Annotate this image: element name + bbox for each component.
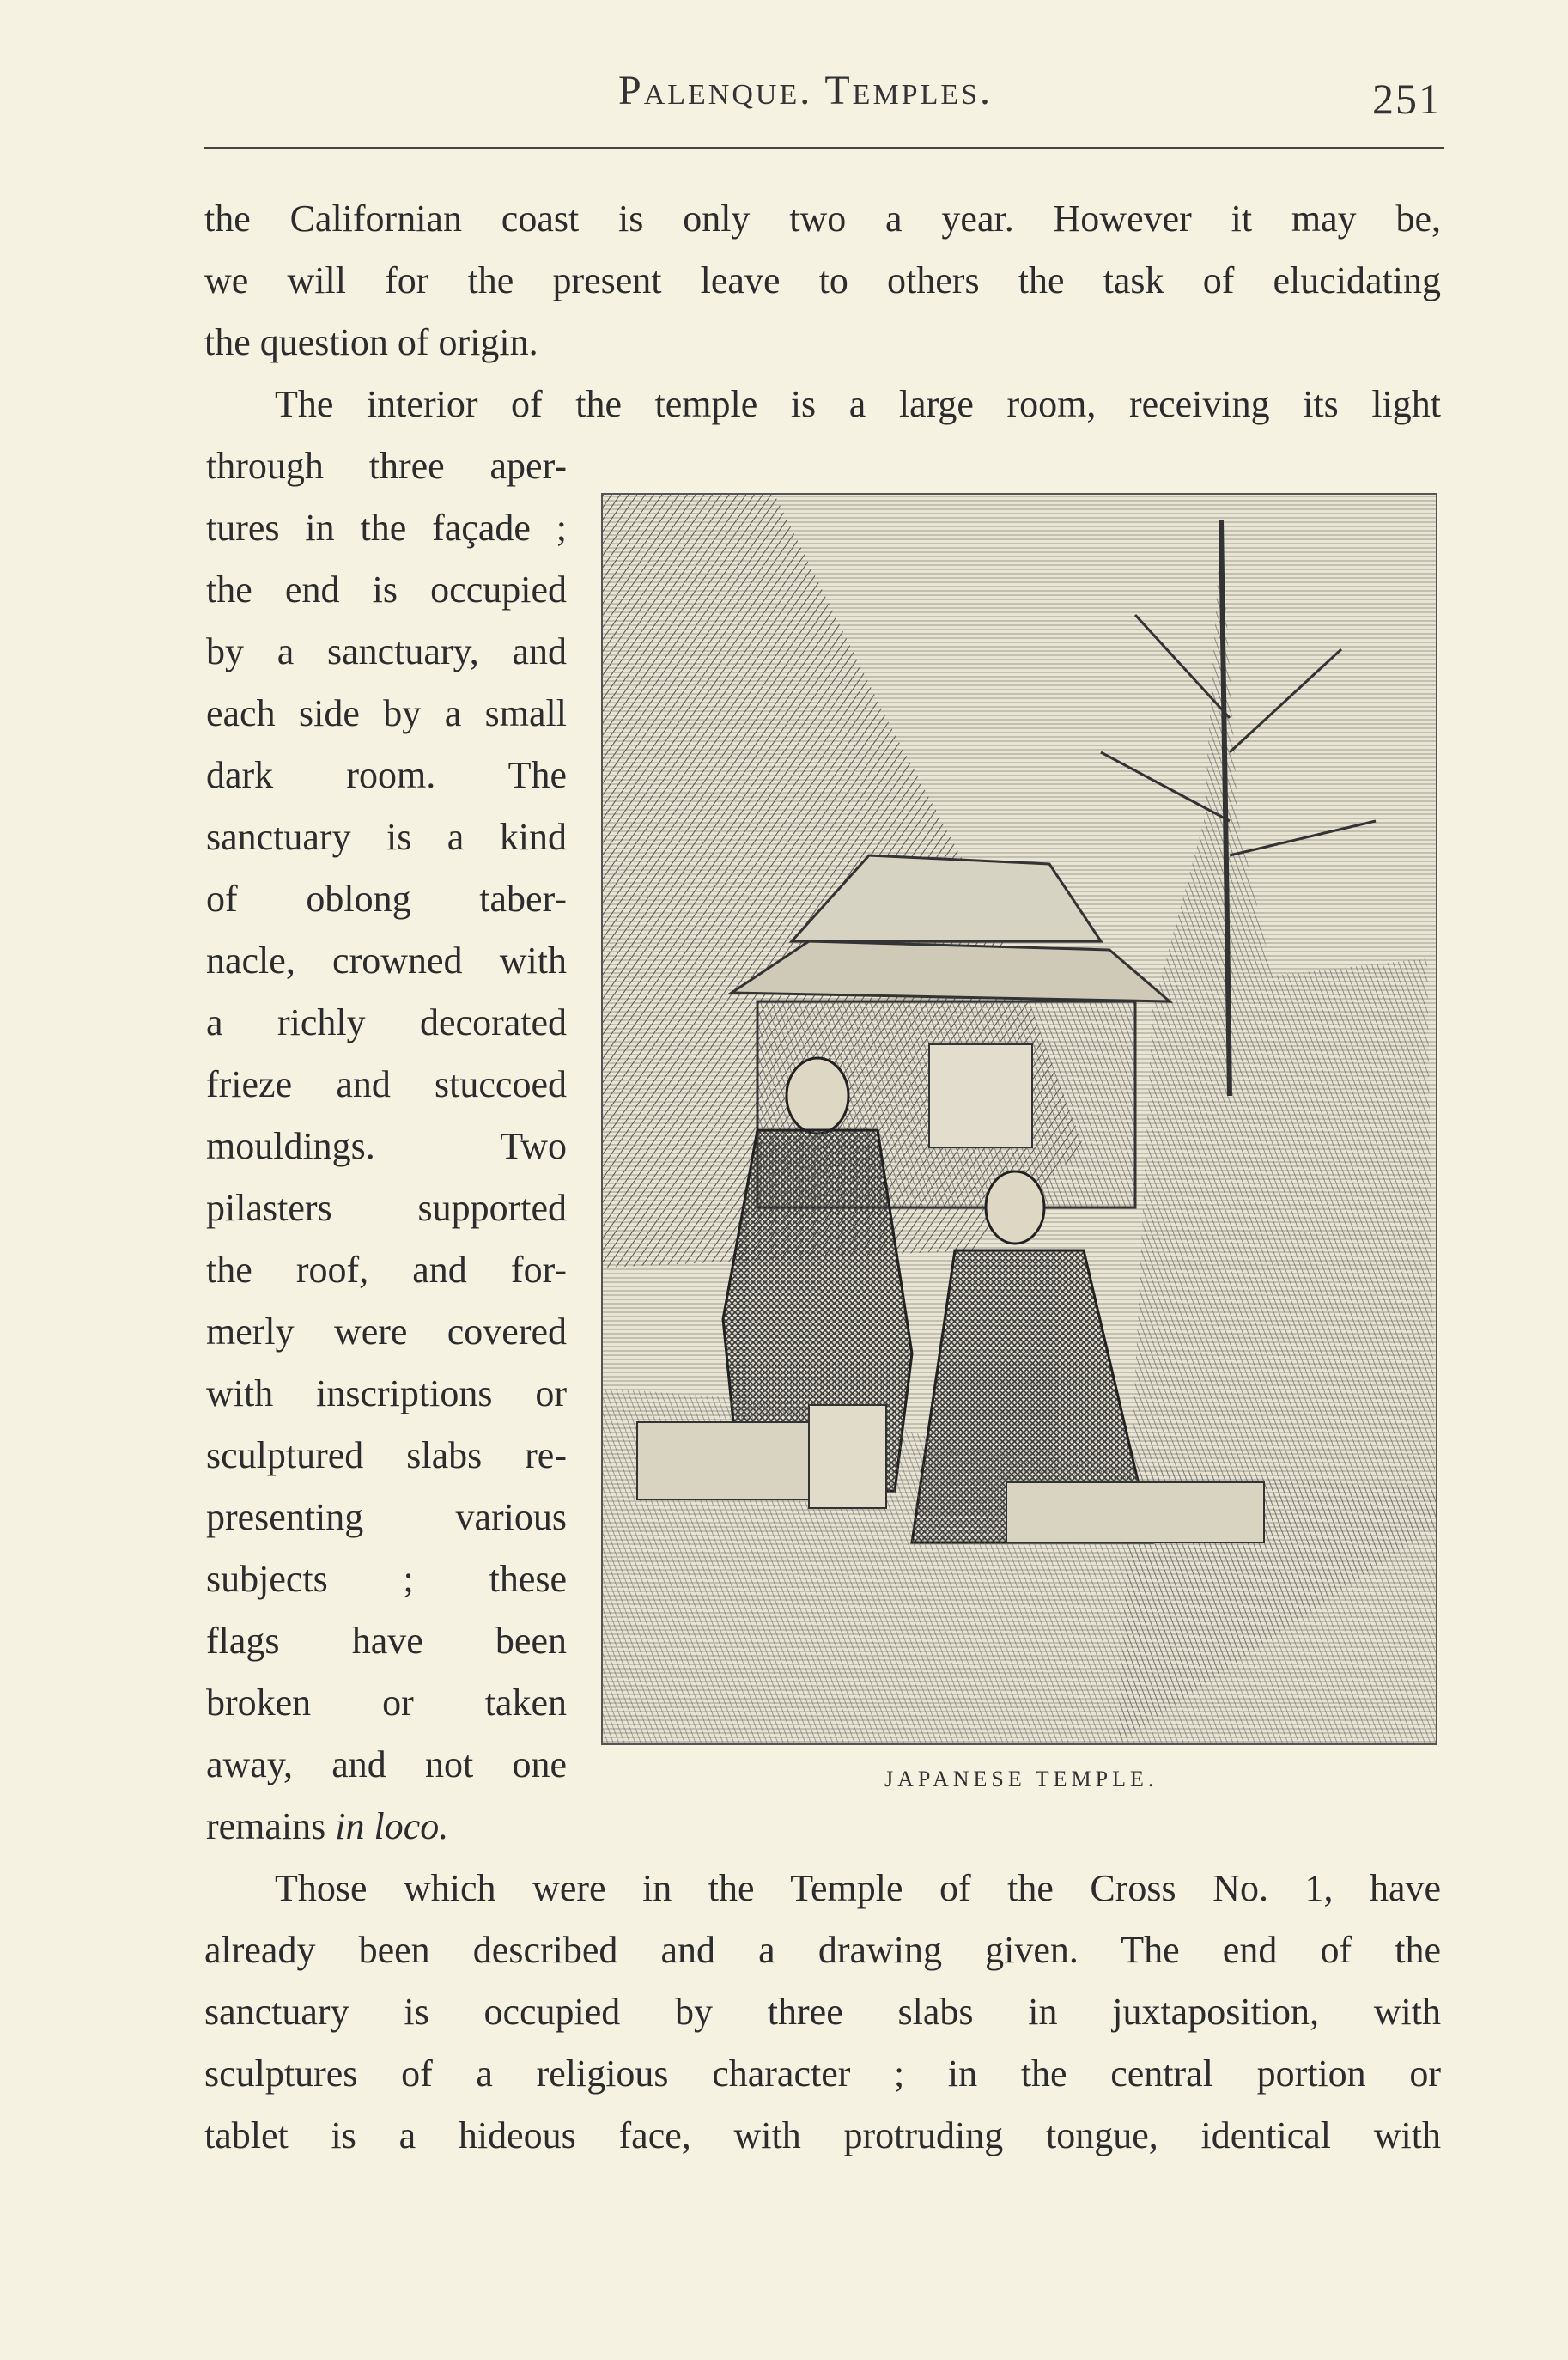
text-line: we will for the present leave to others the task of elucidating — [204, 259, 1441, 301]
header-rule — [204, 147, 1444, 149]
stone-slab — [1006, 1482, 1264, 1542]
text-line: tures in the façade ; — [206, 507, 567, 549]
text-line: presenting various — [206, 1496, 567, 1538]
text-line — [206, 1796, 567, 1858]
text-span: remains — [206, 1805, 336, 1847]
italic-phrase: in loco. — [335, 1805, 449, 1847]
text-line: dark room. The — [206, 754, 567, 796]
text-line: sanctuary is a kind — [206, 816, 567, 858]
text-line: broken or taken — [206, 1682, 567, 1724]
text-line: the end is occupied — [206, 569, 567, 611]
text-line: through three aper- — [206, 445, 567, 487]
text-line: sanctuary is occupied by three slabs in juxtaposition, with — [204, 1991, 1441, 2033]
text-line: merly were covered — [206, 1311, 567, 1353]
text-line: already been described and a drawing given. The end of the — [204, 1929, 1441, 1971]
text-line: flags have been — [206, 1620, 567, 1662]
inscribed-stone — [809, 1405, 886, 1508]
text-line: frieze and stuccoed — [206, 1063, 567, 1105]
text-line: of oblong taber- — [206, 878, 567, 920]
text-line: with inscriptions or — [206, 1372, 567, 1414]
text-line: the question of origin. — [204, 321, 538, 363]
text-line: nacle, crowned with — [206, 940, 567, 982]
text-line: the roof, and for- — [206, 1249, 567, 1291]
text-line: The interior of the temple is a large room, receiving its light — [275, 383, 1441, 425]
shrine-eave — [732, 941, 1170, 1001]
text-line: the Californian coast is only two a year. However it may be, — [204, 198, 1441, 240]
text-line: subjects ; these — [206, 1558, 567, 1600]
running-head: Palenque. Temples. — [618, 68, 994, 113]
figure-head-left — [787, 1058, 848, 1134]
text-line: away, and not one — [206, 1743, 567, 1785]
text-line: each side by a small — [206, 692, 567, 734]
text-line: tablet is a hideous face, with protruding tongue, identical with — [204, 2114, 1441, 2156]
text-line: sculptured slabs re- — [206, 1434, 567, 1476]
text-line: pilasters supported — [206, 1187, 567, 1229]
engraving-drawing — [603, 495, 1436, 1743]
text-line: a richly decorated — [206, 1001, 567, 1043]
text-line: mouldings. Two — [206, 1125, 567, 1167]
text-line: by a sanctuary, and — [206, 630, 567, 672]
page-number: 251 — [1372, 75, 1442, 123]
figure-head-right — [986, 1171, 1044, 1244]
figure-caption: JAPANESE TEMPLE. — [884, 1767, 1158, 1791]
engraving-illustration — [601, 493, 1437, 1745]
shrine-window — [929, 1044, 1032, 1147]
stone-slab — [637, 1422, 826, 1499]
text-line: sculptures of a religious character ; in the central portion or — [204, 2053, 1441, 2095]
text-line: Those which were in the Temple of the Cross No. 1, have — [275, 1867, 1441, 1909]
